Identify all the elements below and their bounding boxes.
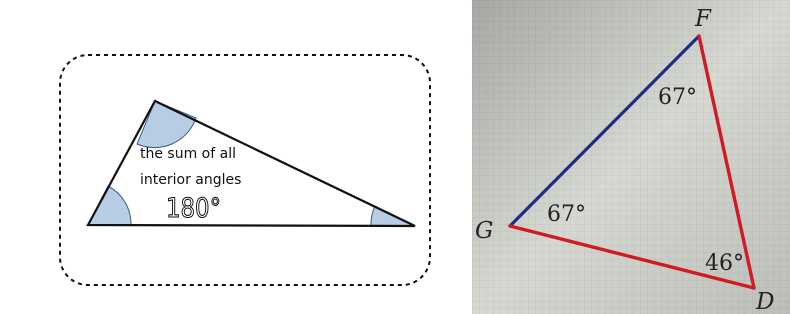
sum-text-line2: interior angles xyxy=(140,172,242,188)
sum-total-label: 180° xyxy=(166,193,221,224)
angle-label-f: 67° xyxy=(658,85,697,110)
right-triangle-svg xyxy=(472,0,790,314)
vertex-label-g: G xyxy=(475,218,494,244)
angle-wedge-top xyxy=(137,101,196,148)
sum-text-line1: the sum of all xyxy=(140,146,236,162)
vertex-label-f: F xyxy=(695,6,711,32)
photo-triangle-fgd xyxy=(472,0,790,314)
dashed-frame xyxy=(60,55,430,285)
angle-label-d: 46° xyxy=(705,251,744,276)
angle-label-g: 67° xyxy=(547,202,586,227)
vertex-label-d: D xyxy=(756,289,775,314)
angle-wedge-left xyxy=(88,186,131,225)
left-triangle xyxy=(88,101,415,226)
